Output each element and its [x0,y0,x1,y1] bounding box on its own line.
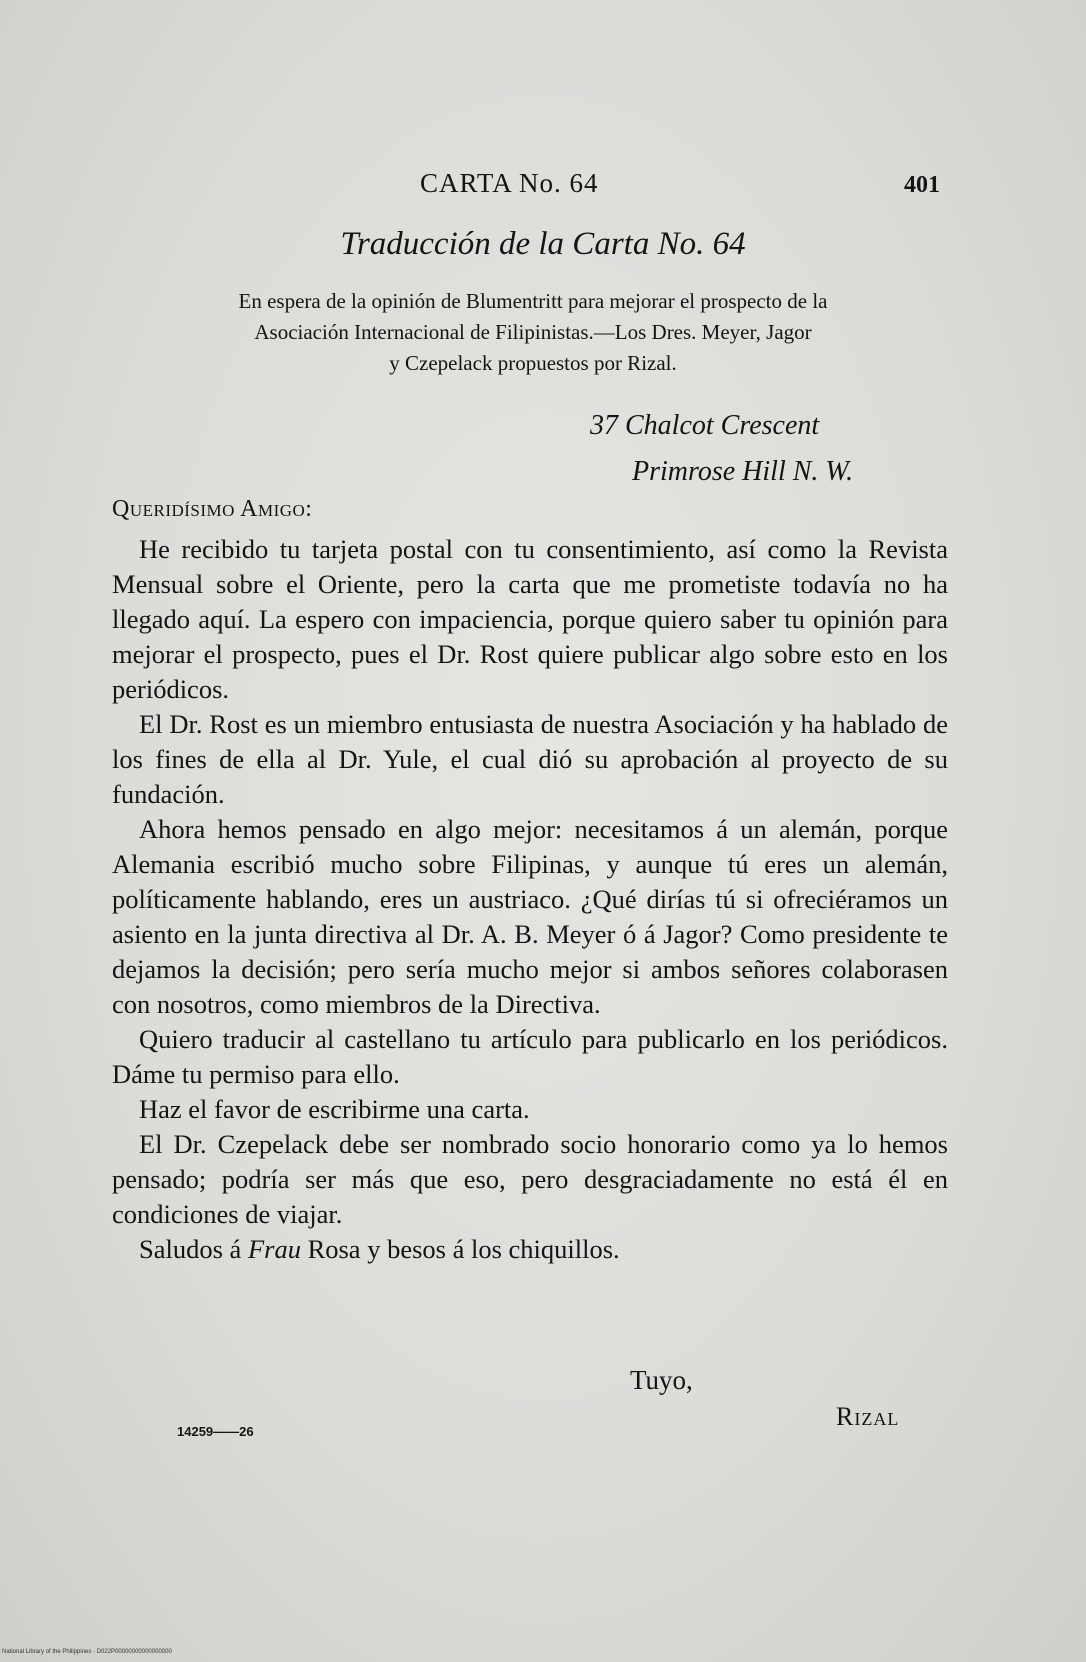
footer-credit: National Library of the Philippines · D022P00000000000000000 [2,1649,172,1655]
body-paragraph: El Dr. Rost es un miembro entusiasta de nuestra Asociación y ha hablado de los fines de ella al Dr. Yule, el cual dió su aprobación al proyecto de su fundación. [112,709,948,809]
sender-address [590,403,853,495]
page-header [0,168,1086,208]
page-number: 401 [904,172,940,198]
address-line: Primrose Hill N. W. [632,456,854,487]
greeting-emphasis: Frau [247,1234,301,1264]
summary-line: Asociación Internacional de Filipinistas.—Los Dres. Meyer, Jagor [254,320,812,344]
body-paragraph: Quiero traducir al castellano tu artículo para publicarlo en los periódicos. Dáme tu permiso para ello. [112,1024,948,1089]
body-paragraph: Ahora hemos pensado en algo mejor: necesitamos á un alemán, porque Alemania escribió mucho sobre Filipinas, y aunque tú eres un alemán, políticamente hablando, eres un austriaco. ¿Qué dirías tú si ofreciéramos un asiento en la junta directiva al Dr. A. B. Meyer ó á Jagor? Como presidente te dejamos la decisión; pero sería mucho mejor si ambos señores colaborasen con nosotros, como miembros de la Directiva. [112,814,948,1019]
translation-title: Traducción de la Carta No. 64 [340,226,746,262]
letter-body [112,532,948,1267]
address-line: 37 Chalcot Crescent [590,410,820,441]
greeting-text: Saludos á [139,1234,248,1264]
salutation: Queridísimo Amigo: [112,496,313,522]
summary-line: y Czepelack propuestos por Rizal. [389,351,677,375]
body-paragraph-last [112,1232,948,1267]
signature: Rizal [836,1402,900,1431]
letter-summary [108,286,958,379]
body-paragraph: Haz el favor de escribirme una carta. [139,1094,530,1124]
summary-line: En espera de la opinión de Blumentritt para mejorar el prospecto de la [238,289,828,313]
letter-number-heading: CARTA No. 64 [420,168,599,198]
greeting-text-end: Rosa y besos á los chiquillos. [300,1234,620,1264]
closing: Tuyo, [630,1365,693,1395]
print-code: 14259——26 [177,1424,254,1439]
body-paragraph: He recibido tu tarjeta postal con tu consentimiento, así como la Revista Mensual sobre el Oriente, pero la carta que me prometiste todavía no ha llegado aquí. La espero con impaciencia, porque quiero saber tu opinión para mejorar el prospecto, pues el Dr. Rost quiere publicar algo sobre esto en los periódicos. [112,534,948,704]
body-paragraph: El Dr. Czepelack debe ser nombrado socio honorario como ya lo hemos pensado; podría ser más que eso, pero desgraciadamente no está él en condiciones de viajar. [112,1129,948,1229]
